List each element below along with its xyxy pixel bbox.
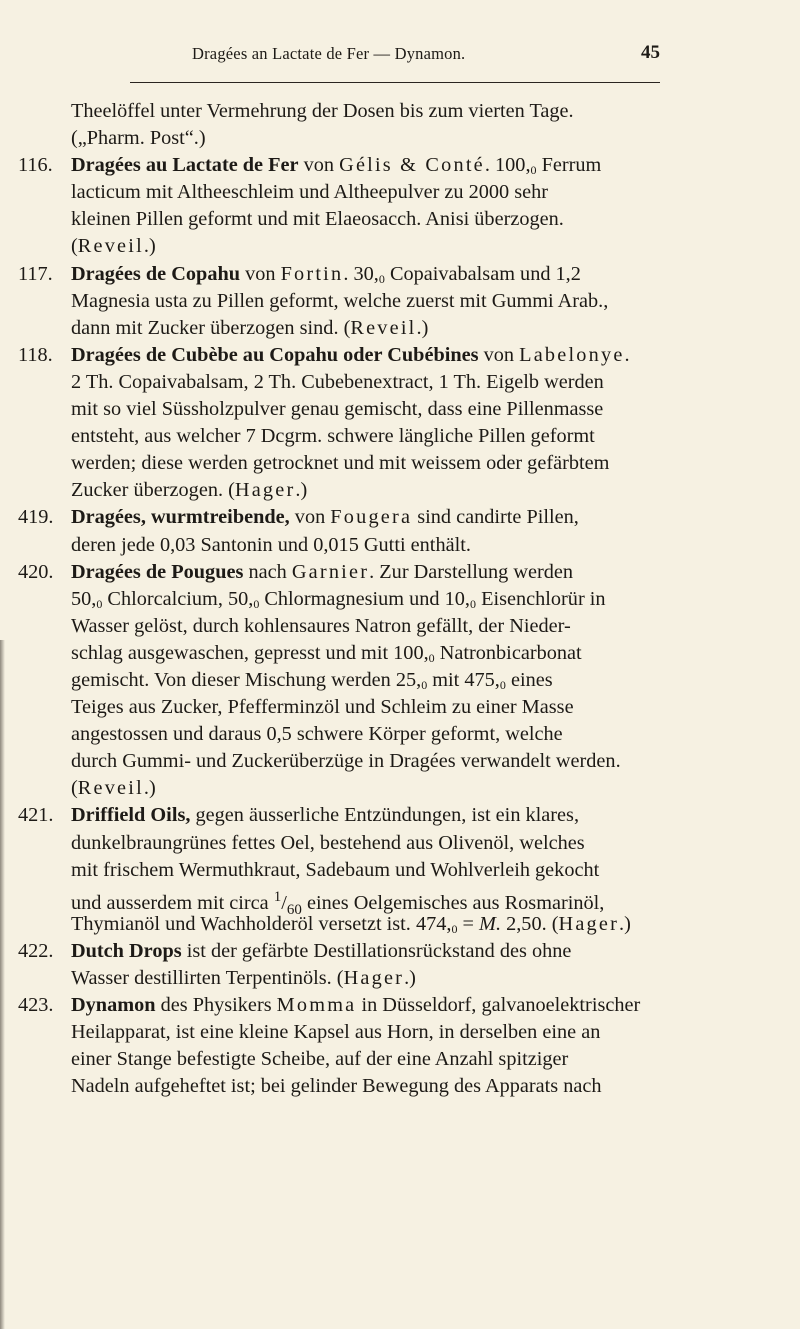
text-line (18, 98, 780, 125)
entry-number: 118. (18, 343, 53, 366)
text-fragment: („Pharm. Post“.) (71, 127, 206, 150)
entry-title: Dragées de Cubèbe au Copahu oder Cubébines (71, 343, 479, 366)
text-fragment: angestossen und daraus 0,5 schwere Körper geformt, welche (71, 723, 563, 746)
text-line (18, 532, 780, 559)
text-fragment: Teiges aus Zucker, Pfefferminzöl und Schleim zu einer Masse (71, 696, 574, 719)
text-fragment: gegen äusserliche Entzündungen, ist ein klares, (190, 804, 580, 827)
entry-422 (18, 938, 780, 965)
text-fragment: ist der gefärbte Destillationsrückstand des ohne (181, 939, 572, 962)
text-fragment: . 30, (343, 262, 379, 285)
text-fragment: Chlorcalcium, 50, (102, 587, 254, 610)
text-line (18, 586, 780, 613)
text-line (18, 1073, 780, 1100)
author-name: Labelonye (519, 343, 625, 366)
text-fragment: 0 (378, 271, 385, 286)
entry-419 (18, 504, 780, 531)
page-number: 45 (641, 42, 660, 63)
text-line: und ausserdem mit circa $^1/_{60}$ eines Oelgemisches aus Rosmarinöl, (71, 888, 605, 918)
text-fragment: in Düsseldorf, galvanoelektrischer (356, 994, 641, 1017)
text-line (18, 830, 780, 857)
entry-title: Dynamon (71, 994, 156, 1017)
text-line (18, 396, 780, 423)
entry-number: 422. (18, 939, 54, 962)
entry-number: 421. (18, 804, 54, 827)
text-line (18, 179, 780, 206)
text-fragment: 1 (273, 888, 282, 905)
dictionary-text (18, 98, 780, 1100)
text-fragment: von (478, 343, 520, 366)
author-name: Gélis & Conté (339, 154, 485, 177)
text-line (18, 423, 780, 450)
page-edge-shadow (0, 640, 5, 1329)
text-line: Wasser destillirten Terpentinöls. (Hager.) (71, 967, 416, 989)
text-line (18, 369, 780, 396)
text-line: Zucker überzogen. (Hager.) (71, 479, 308, 502)
text-line (18, 125, 780, 152)
entry-421 (18, 802, 780, 829)
author-name: Garnier (291, 560, 370, 583)
text-fragment: 0 (428, 650, 435, 665)
author-name: Momma (276, 994, 357, 1017)
text-fragment: werden; diese werden getrocknet und mit weissem oder gefärbtem (71, 452, 610, 475)
text-fragment: eines Oelgemisches aus Rosmarinöl, (301, 891, 605, 914)
text-fragment: entsteht, aus welcher 7 Dcgrm. schwere längliche Pillen geformt (71, 425, 595, 448)
text-fragment: Magnesia usta zu Pillen geformt, welche zuerst mit Gummi Arab., (71, 289, 609, 312)
text-line (18, 206, 780, 233)
text-fragment: 0 (96, 596, 103, 611)
text-fragment: und ausserdem mit circa (71, 891, 274, 914)
text-line (18, 667, 780, 694)
text-line (18, 721, 780, 748)
text-fragment: schlag ausgewaschen, gepresst und mit 100, (71, 641, 429, 664)
entry-118 (18, 342, 780, 369)
text-line (18, 694, 780, 721)
text-fragment: durch Gummi- und Zuckerüberzüge in Dragées verwandelt werden. (71, 750, 621, 773)
text-fragment: von (298, 154, 340, 177)
text-fragment: mit so viel Süssholzpulver genau gemischt, dass eine Pillenmasse (71, 398, 604, 421)
text-line (18, 288, 780, 315)
text-line (18, 640, 780, 667)
text-line (18, 1046, 780, 1073)
entry-117 (18, 261, 780, 288)
text-fragment: Natronbicarbonat (434, 641, 582, 664)
author-name: Fortin (280, 262, 344, 285)
entry-number: 117. (18, 262, 53, 285)
text-line (18, 1019, 780, 1046)
text-fragment: 0 (451, 921, 458, 936)
source-citation: Reveil (77, 235, 144, 258)
text-line: (Reveil.) (71, 235, 156, 258)
text-fragment: . Zur Darstellung werden (369, 560, 574, 583)
entry-420 (18, 559, 780, 586)
entry-number: 420. (18, 560, 54, 583)
text-line: dann mit Zucker überzogen sind. (Reveil.) (71, 316, 429, 339)
text-fragment: Copaivabalsam und 1,2 (384, 262, 581, 285)
text-fragment: 0 (470, 596, 476, 611)
text-fragment: 50, (71, 587, 97, 610)
text-fragment: 2 Th. Copaivabalsam, 2 Th. Cubebenextract, 1 Th. Eigelb werden (71, 370, 604, 393)
text-fragment: lacticum mit Altheeschleim und Altheepulver zu 2000 sehr (71, 181, 549, 204)
text-fragment: Wasser gelöst, durch kohlensaures Natron gefällt, der Nieder- (71, 614, 571, 637)
text-fragment: eines (505, 668, 553, 691)
text-fragment: Chlormagnesium und 10, (259, 587, 470, 610)
running-head: Dragées an Lactate de Fer — Dynamon. (192, 44, 466, 63)
text-fragment: des Physikers (155, 994, 277, 1017)
text-line (18, 857, 780, 884)
text-fragment: dann mit Zucker überzogen sind. ( (71, 316, 351, 339)
entry-title: Dragées de Copahu (71, 262, 241, 285)
text-fragment: 60 (286, 901, 302, 918)
text-fragment: gemischt. Von dieser Mischung werden 25, (71, 668, 422, 691)
entry-title: Dragées au Lactate de Fer (71, 154, 299, 177)
text-fragment: Thymianöl und Wachholderöl versetzt ist. 474, (71, 912, 452, 935)
text-fragment: Eisenchlorür in (476, 587, 606, 610)
text-fragment: 0 (499, 677, 506, 692)
entry-title: Driffield Oils, (71, 804, 191, 827)
source-citation: Hager (234, 479, 296, 502)
text-fragment: von (289, 506, 331, 529)
text-fragment: = (457, 912, 480, 935)
text-fragment: . 100, (484, 154, 531, 177)
text-fragment: nach (243, 560, 292, 583)
entry-number: 419. (18, 506, 54, 529)
text-fragment: deren jede 0,03 Santonin und 0,015 Gutti enthält. (71, 533, 471, 556)
text-fragment: 0 (530, 163, 537, 178)
source-citation: Hager (558, 912, 620, 935)
text-fragment: von (240, 262, 281, 285)
text-fragment: dunkelbraungrünes fettes Oel, bestehend aus Olivenöl, welches (71, 831, 585, 854)
text-line: (Reveil.) (71, 777, 156, 800)
entry-423 (18, 992, 780, 1019)
text-line (18, 748, 780, 775)
text-line: Thymianöl und Wachholderöl versetzt ist. 474,0 = M. 2,50. (Hager.) (71, 912, 631, 936)
text-fragment: 2,50. ( (501, 912, 559, 935)
text-fragment: kleinen Pillen geformt und mit Elaeosacch. Anisi überzogen. (71, 208, 564, 231)
text-line (18, 613, 780, 640)
source-citation: Reveil (77, 777, 144, 800)
text-fragment: Ferrum (536, 154, 602, 177)
entry-number: 423. (18, 994, 54, 1017)
text-fragment: sind candirte Pillen, (412, 506, 579, 529)
author-name: Fougera (330, 506, 413, 529)
text-fragment: Heilapparat, ist eine kleine Kapsel aus Horn, in derselben eine an (71, 1021, 601, 1044)
page-header (130, 42, 660, 83)
text-fragment: mit 475, (427, 668, 500, 691)
source-citation: Hager (343, 967, 405, 989)
text-fragment: Nadeln aufgeheftet ist; bei gelinder Bewegung des Apparats nach (71, 1075, 602, 1098)
entry-title: Dragées de Pougues (71, 560, 244, 583)
text-fragment: M. (479, 912, 502, 935)
text-fragment: . (624, 343, 630, 366)
entry-title: Dragées, wurmtreibende, (71, 506, 290, 529)
entry-number: 116. (18, 154, 53, 177)
text-fragment: mit frischem Wermuthkraut, Sadebaum und Wohlverleih gekocht (71, 858, 600, 881)
text-fragment: Wasser destillirten Terpentinöls. ( (71, 967, 344, 989)
entry-116 (18, 152, 780, 179)
entry-title: Dutch Drops (71, 939, 182, 962)
text-fragment: einer Stange befestigte Scheibe, auf der eine Anzahl spitziger (71, 1048, 569, 1071)
source-citation: Reveil (350, 316, 417, 339)
text-fragment: Zucker überzogen. ( (71, 479, 235, 502)
text-fragment: Theelöffel unter Vermehrung der Dosen bis zum vierten Tage. (71, 100, 574, 122)
text-fragment: 0 (421, 677, 428, 692)
text-fragment: 0 (253, 596, 260, 611)
text-line (18, 450, 780, 477)
